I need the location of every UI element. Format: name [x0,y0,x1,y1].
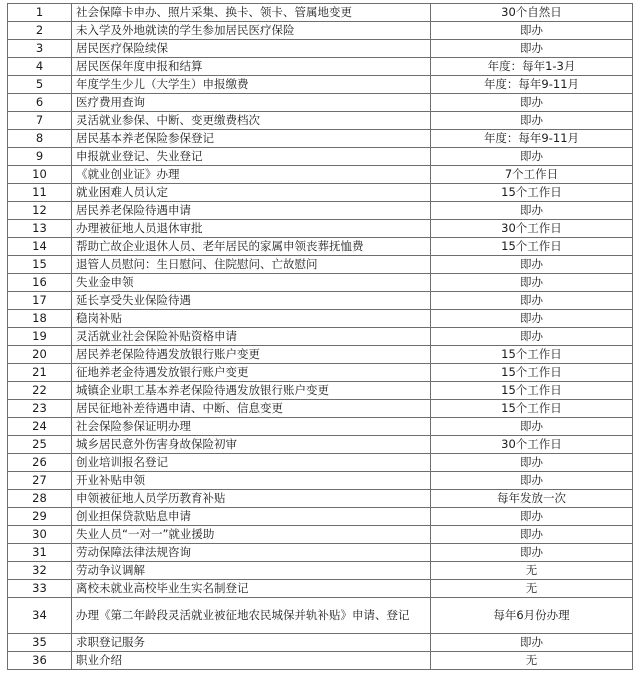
row-number-cell: 1 [8,4,72,22]
row-number-cell: 2 [8,22,72,40]
table-row [8,58,633,76]
row-number-cell: 11 [8,184,72,202]
processing-time-cell: 15个工作日 [431,184,633,202]
table-row [8,112,633,130]
processing-time-cell: 每年发放一次 [431,490,633,508]
processing-time-cell: 即办 [431,256,633,274]
service-item-cell: 城镇企业职工基本养老保险待遇发放银行账户变更 [72,382,431,400]
row-number-cell: 3 [8,40,72,58]
processing-time-cell: 即办 [431,310,633,328]
table-row [8,562,633,580]
table-row [8,274,633,292]
table-row [8,4,633,22]
table-row [8,508,633,526]
service-item-cell: 《就业创业证》办理 [72,166,431,184]
service-item-cell: 办理《第二年龄段灵活就业被征地农民城保并轨补贴》申请、登记 [72,598,431,634]
service-item-cell: 灵活就业社会保险补贴资格申请 [72,328,431,346]
service-item-cell: 失业人员“一对一”就业援助 [72,526,431,544]
processing-time-cell: 15个工作日 [431,238,633,256]
processing-time-cell: 无 [431,652,633,670]
service-item-cell: 居民养老保险待遇申请 [72,202,431,220]
row-number-cell: 27 [8,472,72,490]
service-item-cell: 居民基本养老保险参保登记 [72,130,431,148]
processing-time-cell: 即办 [431,544,633,562]
service-item-cell: 社会保险参保证明办理 [72,418,431,436]
table-row [8,328,633,346]
service-item-cell: 就业困难人员认定 [72,184,431,202]
processing-time-cell: 30个自然日 [431,4,633,22]
service-item-cell: 退管人员慰问：生日慰问、住院慰问、亡故慰问 [72,256,431,274]
row-number-cell: 34 [8,598,72,634]
service-item-cell: 求职登记服务 [72,634,431,652]
service-item-cell: 未入学及外地就读的学生参加居民医疗保险 [72,22,431,40]
processing-time-cell: 即办 [431,94,633,112]
service-item-cell: 劳动保障法律法规咨询 [72,544,431,562]
processing-time-cell: 年度：每年9-11月 [431,130,633,148]
processing-time-cell: 即办 [431,274,633,292]
service-item-cell: 申领被征地人员学历教育补贴 [72,490,431,508]
service-item-cell: 社会保障卡申办、照片采集、换卡、领卡、管属地变更 [72,4,431,22]
table-row [8,652,633,670]
service-item-cell: 职业介绍 [72,652,431,670]
processing-time-cell: 15个工作日 [431,346,633,364]
row-number-cell: 22 [8,382,72,400]
row-number-cell: 28 [8,490,72,508]
service-item-cell: 劳动争议调解 [72,562,431,580]
table-row [8,166,633,184]
row-number-cell: 32 [8,562,72,580]
processing-time-cell: 即办 [431,292,633,310]
row-number-cell: 5 [8,76,72,94]
service-item-cell: 稳岗补贴 [72,310,431,328]
table-row [8,364,633,382]
row-number-cell: 14 [8,238,72,256]
processing-time-cell: 即办 [431,634,633,652]
table-row [8,490,633,508]
processing-time-cell: 15个工作日 [431,364,633,382]
table-row [8,76,633,94]
row-number-cell: 6 [8,94,72,112]
table-row [8,292,633,310]
processing-time-cell: 年度：每年1-3月 [431,58,633,76]
table-row [8,238,633,256]
table-row [8,472,633,490]
row-number-cell: 7 [8,112,72,130]
table-row [8,256,633,274]
table-row [8,130,633,148]
service-item-cell: 创业担保贷款贴息申请 [72,508,431,526]
processing-time-cell: 即办 [431,202,633,220]
table-row [8,184,633,202]
table-row [8,22,633,40]
processing-time-cell: 30个工作日 [431,220,633,238]
processing-time-cell: 无 [431,562,633,580]
processing-time-cell: 即办 [431,148,633,166]
table-row [8,418,633,436]
service-item-cell: 失业金申领 [72,274,431,292]
service-item-cell: 灵活就业参保、中断、变更缴费档次 [72,112,431,130]
processing-time-cell: 即办 [431,22,633,40]
service-item-cell: 征地养老金待遇发放银行账户变更 [72,364,431,382]
row-number-cell: 23 [8,400,72,418]
row-number-cell: 12 [8,202,72,220]
service-item-cell: 城乡居民意外伤害身故保险初审 [72,436,431,454]
service-item-cell: 年度学生少儿（大学生）申报缴费 [72,76,431,94]
row-number-cell: 21 [8,364,72,382]
table-row [8,436,633,454]
processing-time-cell: 无 [431,580,633,598]
service-item-cell: 离校未就业高校毕业生实名制登记 [72,580,431,598]
processing-time-cell: 30个工作日 [431,436,633,454]
processing-time-cell: 即办 [431,472,633,490]
row-number-cell: 26 [8,454,72,472]
service-item-cell: 居民征地补差待遇申请、中断、信息变更 [72,400,431,418]
table-row [8,400,633,418]
table-row [8,346,633,364]
service-item-cell: 延长享受失业保险待遇 [72,292,431,310]
row-number-cell: 19 [8,328,72,346]
service-table-body [8,4,633,670]
processing-time-cell: 即办 [431,328,633,346]
row-number-cell: 29 [8,508,72,526]
service-item-cell: 创业培训报名登记 [72,454,431,472]
table-row [8,454,633,472]
processing-time-cell: 即办 [431,40,633,58]
row-number-cell: 13 [8,220,72,238]
row-number-cell: 24 [8,418,72,436]
processing-time-cell: 15个工作日 [431,382,633,400]
table-row [8,202,633,220]
row-number-cell: 25 [8,436,72,454]
service-item-cell: 申报就业登记、失业登记 [72,148,431,166]
table-row [8,310,633,328]
processing-time-cell: 即办 [431,418,633,436]
row-number-cell: 4 [8,58,72,76]
service-item-cell: 医疗费用查询 [72,94,431,112]
service-item-cell: 居民医保年度申报和结算 [72,58,431,76]
table-row [8,598,633,634]
row-number-cell: 20 [8,346,72,364]
row-number-cell: 35 [8,634,72,652]
row-number-cell: 31 [8,544,72,562]
table-row [8,580,633,598]
service-item-cell: 开业补贴申领 [72,472,431,490]
table-row [8,544,633,562]
row-number-cell: 36 [8,652,72,670]
service-items-table [7,3,633,670]
table-row [8,148,633,166]
row-number-cell: 16 [8,274,72,292]
table-row [8,40,633,58]
processing-time-cell: 每年6月份办理 [431,598,633,634]
table-row [8,526,633,544]
service-item-cell: 居民医疗保险续保 [72,40,431,58]
processing-time-cell: 即办 [431,508,633,526]
service-item-cell: 办理被征地人员退休审批 [72,220,431,238]
row-number-cell: 18 [8,310,72,328]
processing-time-cell: 15个工作日 [431,400,633,418]
row-number-cell: 30 [8,526,72,544]
service-item-cell: 居民养老保险待遇发放银行账户变更 [72,346,431,364]
row-number-cell: 10 [8,166,72,184]
row-number-cell: 17 [8,292,72,310]
row-number-cell: 15 [8,256,72,274]
service-item-cell: 帮助亡故企业退休人员、老年居民的家属申领丧葬抚恤费 [72,238,431,256]
processing-time-cell: 7个工作日 [431,166,633,184]
row-number-cell: 33 [8,580,72,598]
processing-time-cell: 即办 [431,526,633,544]
row-number-cell: 8 [8,130,72,148]
processing-time-cell: 即办 [431,112,633,130]
processing-time-cell: 即办 [431,454,633,472]
table-row [8,634,633,652]
table-row [8,382,633,400]
processing-time-cell: 年度：每年9-11月 [431,76,633,94]
table-row [8,94,633,112]
row-number-cell: 9 [8,148,72,166]
table-row [8,220,633,238]
